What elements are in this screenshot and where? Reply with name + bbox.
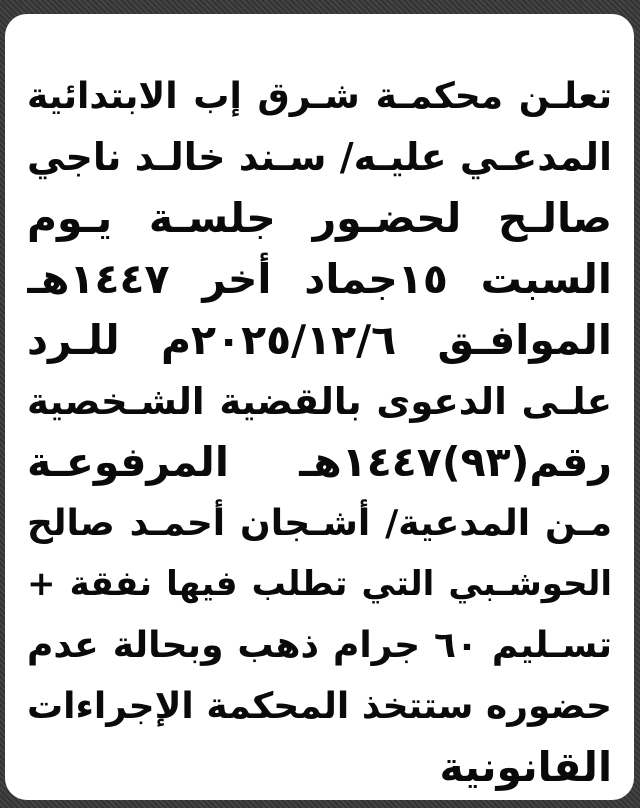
notice-line: مـن المدعية/ أشـجان أحمـد صالح	[27, 503, 612, 544]
notice-line: الحوشـبي التي تطلب فيها نفقة +	[27, 564, 612, 604]
court-notice-text	[27, 66, 612, 798]
notice-line: علـى الدعوى بالقضية الشـخصية	[27, 380, 612, 423]
notice-line: تعلـن محكمـة شـرق إب الابتدائية	[27, 76, 612, 117]
notice-line: حضوره ستتخذ المحكمة الإجراءات	[27, 686, 612, 727]
notice-line: رقم(٩٣)١٤٤٧هـ المرفوعـة	[27, 438, 612, 486]
notice-line: المدعـي عليـه/ سـند خالـد ناجي	[27, 135, 612, 179]
notice-line: صالـح لحضـور جلسـة يـوم	[27, 194, 612, 242]
notice-card	[5, 14, 634, 800]
notice-line: تسـليم ٦٠ جرام ذهب وبحالة عدم	[27, 625, 612, 666]
notice-line: الموافـق ٢٠٢٥/١٢/٦م للـرد	[27, 316, 612, 364]
notice-line: السبت ١٥جماد أخر ١٤٤٧هـ	[27, 255, 612, 303]
notice-line: القانونية	[439, 743, 612, 791]
